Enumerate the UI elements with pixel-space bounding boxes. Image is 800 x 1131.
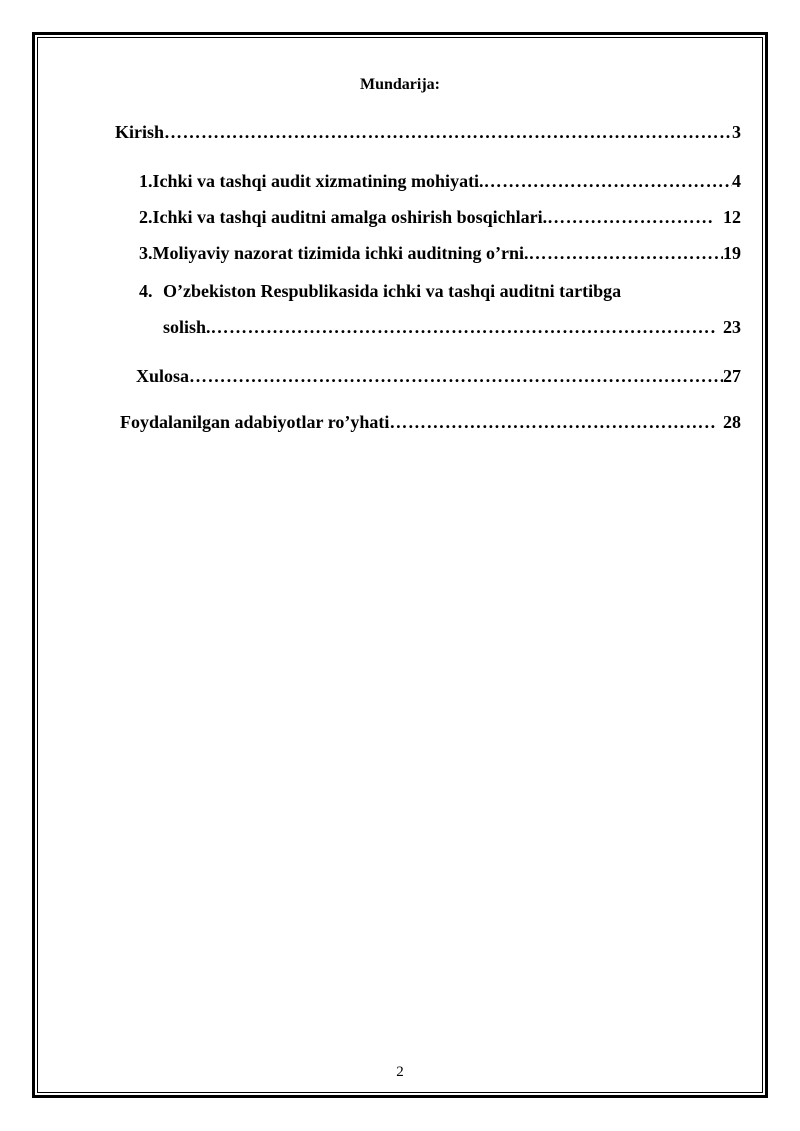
toc-entry-3[interactable] [139,243,741,264]
toc-entry-number: 3. [139,243,153,263]
toc-leader-dots [389,412,715,433]
toc-entry-label: Ichki va tashqi auditni amalga oshirish bosqichlari. [152,207,548,227]
toc-leader-dots [164,122,732,143]
toc-leader-dots [484,171,732,192]
toc-entry-label: Kirish [115,122,165,142]
toc-entry-label: O’zbekiston Respublikasida ichki va tashqi auditni tartibga [163,281,622,301]
toc-entry-4-line1[interactable] [139,281,741,302]
toc-leader-dots [529,243,723,264]
toc-leader-dots [547,207,715,228]
toc-title: Mundarija: [360,76,440,93]
toc-entry-page: 27 [723,366,741,386]
toc-entry-label: Foydalanilgan adabiyotlar ro’yhati [120,412,390,432]
page-number: 2 [396,1064,404,1080]
toc-entry-page: 23 [723,317,741,337]
toc-leader-dots [189,366,723,387]
toc-entry-page: 28 [723,412,741,432]
toc-entry-page: 19 [723,243,741,263]
toc-entry-number: 4. [139,281,153,301]
toc-entry-label: Ichki va tashqi audit xizmatining mohiyati. [152,171,484,191]
toc-entry-page: 4 [732,171,741,191]
toc-entry-number: 2. [139,207,153,227]
toc-entry-2[interactable] [139,207,741,228]
toc-entry-page: 12 [723,207,741,227]
toc-leader-dots [211,317,717,338]
page-border-inner [37,37,763,1093]
toc-entry-xulosa[interactable] [136,366,741,387]
toc-entry-page: 3 [732,122,741,142]
toc-entry-label-continued: solish. [163,317,211,337]
toc-entry-kirish[interactable] [115,122,741,143]
toc-entry-number: 1. [139,171,153,191]
toc-entry-1[interactable] [139,171,741,192]
toc-entry-label: Xulosa [136,366,190,386]
toc-entry-4-line2[interactable] [163,317,741,338]
toc-entry-label: Moliyaviy nazorat tizimida ichki auditning o’rni. [152,243,529,263]
toc-entry-adabiyotlar[interactable] [120,412,741,433]
